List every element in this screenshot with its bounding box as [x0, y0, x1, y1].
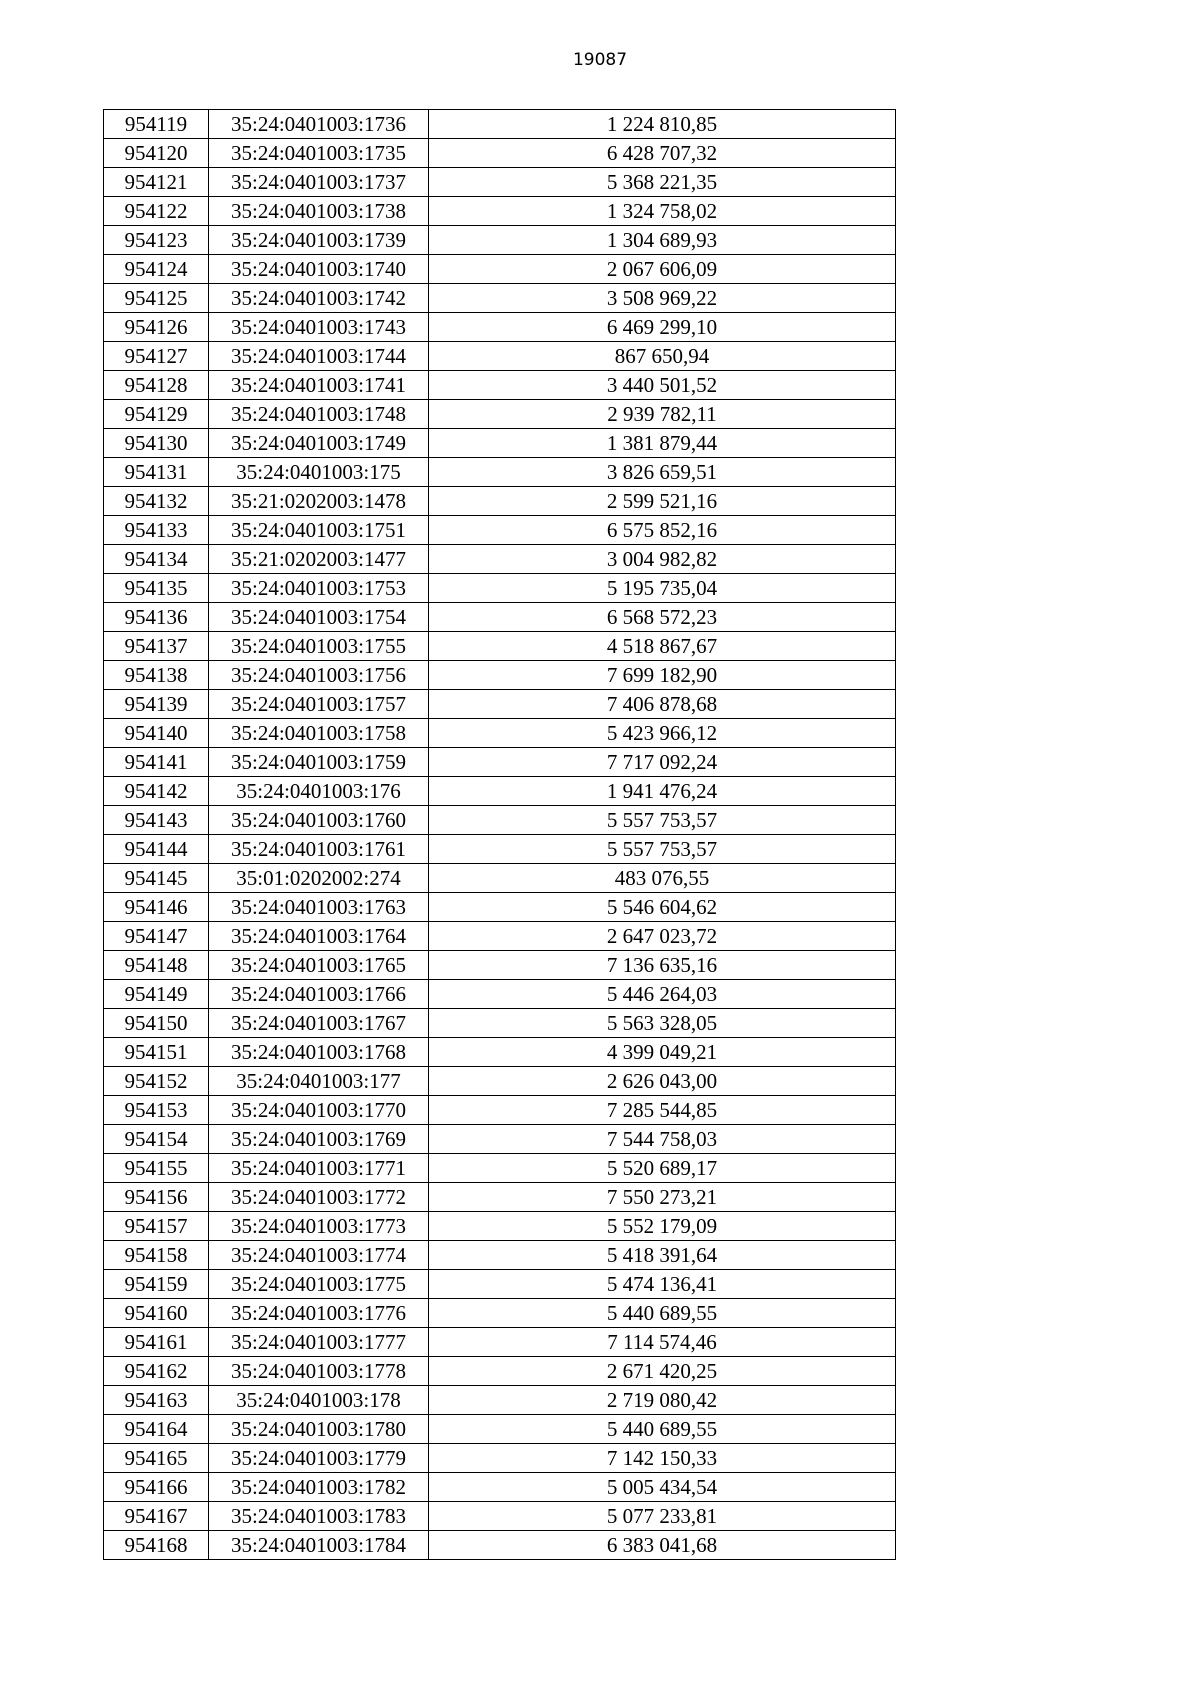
row-number-cell: 954151 — [104, 1038, 209, 1067]
cadastral-number-cell: 35:24:0401003:1784 — [209, 1531, 429, 1560]
cadastral-number-cell: 35:24:0401003:1773 — [209, 1212, 429, 1241]
row-number-cell: 954159 — [104, 1270, 209, 1299]
cadastral-value-cell: 2 939 782,11 — [429, 400, 896, 429]
cadastral-number-cell: 35:24:0401003:1761 — [209, 835, 429, 864]
cadastral-value-cell: 7 544 758,03 — [429, 1125, 896, 1154]
cadastral-value-cell: 5 557 753,57 — [429, 806, 896, 835]
table-row — [104, 545, 896, 574]
cadastral-number-cell: 35:24:0401003:1736 — [209, 110, 429, 139]
row-number-cell: 954137 — [104, 632, 209, 661]
cadastral-value-cell: 6 575 852,16 — [429, 516, 896, 545]
row-number-cell: 954146 — [104, 893, 209, 922]
cadastral-value-cell: 6 568 572,23 — [429, 603, 896, 632]
table-row — [104, 1067, 896, 1096]
cadastral-number-cell: 35:24:0401003:1755 — [209, 632, 429, 661]
cadastral-value-cell: 5 440 689,55 — [429, 1299, 896, 1328]
cadastral-value-cell: 2 671 420,25 — [429, 1357, 896, 1386]
cadastral-value-cell: 7 406 878,68 — [429, 690, 896, 719]
cadastral-number-cell: 35:24:0401003:1771 — [209, 1154, 429, 1183]
cadastral-number-cell: 35:24:0401003:1749 — [209, 429, 429, 458]
cadastral-value-cell: 2 067 606,09 — [429, 255, 896, 284]
table-row — [104, 1299, 896, 1328]
row-number-cell: 954140 — [104, 719, 209, 748]
table-row — [104, 1212, 896, 1241]
cadastral-value-cell: 1 324 758,02 — [429, 197, 896, 226]
row-number-cell: 954158 — [104, 1241, 209, 1270]
cadastral-number-cell: 35:24:0401003:1735 — [209, 139, 429, 168]
cadastral-number-cell: 35:01:0202002:274 — [209, 864, 429, 893]
table-row — [104, 1415, 896, 1444]
row-number-cell: 954126 — [104, 313, 209, 342]
table-row — [104, 1038, 896, 1067]
cadastral-value-cell: 5 195 735,04 — [429, 574, 896, 603]
table-row — [104, 226, 896, 255]
table-row — [104, 1531, 896, 1560]
cadastral-number-cell: 35:24:0401003:1758 — [209, 719, 429, 748]
cadastral-number-cell: 35:24:0401003:1753 — [209, 574, 429, 603]
table-row — [104, 284, 896, 313]
cadastral-value-cell: 3 826 659,51 — [429, 458, 896, 487]
table-row — [104, 1270, 896, 1299]
table-row — [104, 690, 896, 719]
cadastral-value-cell: 5 520 689,17 — [429, 1154, 896, 1183]
row-number-cell: 954132 — [104, 487, 209, 516]
row-number-cell: 954128 — [104, 371, 209, 400]
cadastral-value-cell: 5 546 604,62 — [429, 893, 896, 922]
cadastral-number-cell: 35:24:0401003:1737 — [209, 168, 429, 197]
cadastral-value-cell: 7 550 273,21 — [429, 1183, 896, 1212]
table-row — [104, 487, 896, 516]
cadastral-number-cell: 35:24:0401003:1740 — [209, 255, 429, 284]
table-row — [104, 1444, 896, 1473]
cadastral-value-cell: 1 304 689,93 — [429, 226, 896, 255]
row-number-cell: 954152 — [104, 1067, 209, 1096]
row-number-cell: 954141 — [104, 748, 209, 777]
cadastral-number-cell: 35:21:0202003:1477 — [209, 545, 429, 574]
row-number-cell: 954147 — [104, 922, 209, 951]
table-row — [104, 1183, 896, 1212]
cadastral-number-cell: 35:24:0401003:1776 — [209, 1299, 429, 1328]
cadastral-value-cell: 5 440 689,55 — [429, 1415, 896, 1444]
cadastral-number-cell: 35:24:0401003:1764 — [209, 922, 429, 951]
cadastral-number-cell: 35:24:0401003:178 — [209, 1386, 429, 1415]
cadastral-number-cell: 35:24:0401003:1757 — [209, 690, 429, 719]
row-number-cell: 954143 — [104, 806, 209, 835]
cadastral-number-cell: 35:24:0401003:1775 — [209, 1270, 429, 1299]
cadastral-value-cell: 483 076,55 — [429, 864, 896, 893]
table-row — [104, 980, 896, 1009]
row-number-cell: 954129 — [104, 400, 209, 429]
table-row — [104, 110, 896, 139]
cadastral-number-cell: 35:24:0401003:1782 — [209, 1473, 429, 1502]
row-number-cell: 954156 — [104, 1183, 209, 1212]
table-row — [104, 313, 896, 342]
cadastral-value-cell: 6 428 707,32 — [429, 139, 896, 168]
table-row — [104, 806, 896, 835]
cadastral-value-cell: 1 224 810,85 — [429, 110, 896, 139]
row-number-cell: 954165 — [104, 1444, 209, 1473]
cadastral-number-cell: 35:24:0401003:1779 — [209, 1444, 429, 1473]
cadastral-number-cell: 35:24:0401003:1751 — [209, 516, 429, 545]
table-row — [104, 951, 896, 980]
row-number-cell: 954134 — [104, 545, 209, 574]
cadastral-number-cell: 35:24:0401003:1760 — [209, 806, 429, 835]
table-row — [104, 719, 896, 748]
cadastral-number-cell: 35:24:0401003:1756 — [209, 661, 429, 690]
cadastral-value-cell: 5 552 179,09 — [429, 1212, 896, 1241]
cadastral-number-cell: 35:24:0401003:1766 — [209, 980, 429, 1009]
row-number-cell: 954161 — [104, 1328, 209, 1357]
table-row — [104, 516, 896, 545]
table-row — [104, 1328, 896, 1357]
cadastral-number-cell: 35:24:0401003:1741 — [209, 371, 429, 400]
row-number-cell: 954120 — [104, 139, 209, 168]
cadastral-number-cell: 35:24:0401003:1778 — [209, 1357, 429, 1386]
cadastral-number-cell: 35:24:0401003:1772 — [209, 1183, 429, 1212]
table-row — [104, 893, 896, 922]
table-row — [104, 458, 896, 487]
cadastral-value-cell: 2 599 521,16 — [429, 487, 896, 516]
table-row — [104, 197, 896, 226]
cadastral-value-cell: 5 418 391,64 — [429, 1241, 896, 1270]
cadastral-number-cell: 35:24:0401003:177 — [209, 1067, 429, 1096]
row-number-cell: 954150 — [104, 1009, 209, 1038]
cadastral-value-cell: 5 423 966,12 — [429, 719, 896, 748]
row-number-cell: 954155 — [104, 1154, 209, 1183]
table-row — [104, 1241, 896, 1270]
row-number-cell: 954130 — [104, 429, 209, 458]
table-row — [104, 661, 896, 690]
cadastral-number-cell: 35:24:0401003:1739 — [209, 226, 429, 255]
cadastral-value-cell: 6 383 041,68 — [429, 1531, 896, 1560]
cadastral-value-cell: 5 368 221,35 — [429, 168, 896, 197]
row-number-cell: 954166 — [104, 1473, 209, 1502]
row-number-cell: 954148 — [104, 951, 209, 980]
table-row — [104, 632, 896, 661]
row-number-cell: 954125 — [104, 284, 209, 313]
row-number-cell: 954122 — [104, 197, 209, 226]
table-row — [104, 1357, 896, 1386]
row-number-cell: 954164 — [104, 1415, 209, 1444]
cadastral-number-cell: 35:24:0401003:1738 — [209, 197, 429, 226]
row-number-cell: 954163 — [104, 1386, 209, 1415]
cadastral-value-cell: 3 508 969,22 — [429, 284, 896, 313]
cadastral-number-cell: 35:24:0401003:1763 — [209, 893, 429, 922]
cadastral-value-cell: 2 719 080,42 — [429, 1386, 896, 1415]
row-number-cell: 954123 — [104, 226, 209, 255]
cadastral-number-cell: 35:24:0401003:1767 — [209, 1009, 429, 1038]
cadastral-number-cell: 35:24:0401003:175 — [209, 458, 429, 487]
cadastral-value-cell: 6 469 299,10 — [429, 313, 896, 342]
cadastral-number-cell: 35:24:0401003:1744 — [209, 342, 429, 371]
cadastral-number-cell: 35:24:0401003:1742 — [209, 284, 429, 313]
table-row — [104, 1473, 896, 1502]
page-number: 19087 — [572, 50, 628, 70]
row-number-cell: 954167 — [104, 1502, 209, 1531]
cadastral-value-cell: 867 650,94 — [429, 342, 896, 371]
row-number-cell: 954139 — [104, 690, 209, 719]
cadastral-value-cell: 7 285 544,85 — [429, 1096, 896, 1125]
table-row — [104, 429, 896, 458]
cadastral-value-cell: 7 136 635,16 — [429, 951, 896, 980]
table-row — [104, 1502, 896, 1531]
table-row — [104, 139, 896, 168]
row-number-cell: 954157 — [104, 1212, 209, 1241]
cadastral-number-cell: 35:24:0401003:1774 — [209, 1241, 429, 1270]
cadastral-number-cell: 35:24:0401003:1765 — [209, 951, 429, 980]
table-row — [104, 1125, 896, 1154]
table-row — [104, 1154, 896, 1183]
table-row — [104, 1386, 896, 1415]
cadastral-value-cell: 5 077 233,81 — [429, 1502, 896, 1531]
cadastral-value-cell: 1 381 879,44 — [429, 429, 896, 458]
row-number-cell: 954168 — [104, 1531, 209, 1560]
cadastral-value-cell: 4 399 049,21 — [429, 1038, 896, 1067]
table-row — [104, 1096, 896, 1125]
row-number-cell: 954145 — [104, 864, 209, 893]
cadastral-value-cell: 5 005 434,54 — [429, 1473, 896, 1502]
table-row — [104, 342, 896, 371]
cadastral-number-cell: 35:24:0401003:1768 — [209, 1038, 429, 1067]
cadastral-value-cell: 1 941 476,24 — [429, 777, 896, 806]
row-number-cell: 954124 — [104, 255, 209, 284]
cadastral-number-cell: 35:24:0401003:1783 — [209, 1502, 429, 1531]
cadastral-value-cell: 7 699 182,90 — [429, 661, 896, 690]
table-row — [104, 603, 896, 632]
row-number-cell: 954131 — [104, 458, 209, 487]
row-number-cell: 954162 — [104, 1357, 209, 1386]
table-row — [104, 371, 896, 400]
cadastral-number-cell: 35:24:0401003:1743 — [209, 313, 429, 342]
row-number-cell: 954138 — [104, 661, 209, 690]
cadastral-value-table — [103, 109, 896, 1560]
table-body — [104, 110, 896, 1560]
cadastral-number-cell: 35:24:0401003:1759 — [209, 748, 429, 777]
cadastral-number-cell: 35:24:0401003:176 — [209, 777, 429, 806]
table-row — [104, 922, 896, 951]
table-row — [104, 777, 896, 806]
cadastral-value-cell: 7 717 092,24 — [429, 748, 896, 777]
cadastral-value-cell: 7 142 150,33 — [429, 1444, 896, 1473]
row-number-cell: 954153 — [104, 1096, 209, 1125]
table-row — [104, 574, 896, 603]
cadastral-value-cell: 2 626 043,00 — [429, 1067, 896, 1096]
row-number-cell: 954154 — [104, 1125, 209, 1154]
cadastral-number-cell: 35:24:0401003:1777 — [209, 1328, 429, 1357]
cadastral-number-cell: 35:21:0202003:1478 — [209, 487, 429, 516]
cadastral-number-cell: 35:24:0401003:1780 — [209, 1415, 429, 1444]
row-number-cell: 954133 — [104, 516, 209, 545]
table-row — [104, 168, 896, 197]
cadastral-value-cell: 2 647 023,72 — [429, 922, 896, 951]
row-number-cell: 954149 — [104, 980, 209, 1009]
table-row — [104, 748, 896, 777]
table-row — [104, 255, 896, 284]
table-row — [104, 1009, 896, 1038]
cadastral-value-cell: 7 114 574,46 — [429, 1328, 896, 1357]
table-row — [104, 835, 896, 864]
cadastral-number-cell: 35:24:0401003:1754 — [209, 603, 429, 632]
row-number-cell: 954144 — [104, 835, 209, 864]
row-number-cell: 954160 — [104, 1299, 209, 1328]
cadastral-value-cell: 3 004 982,82 — [429, 545, 896, 574]
cadastral-value-cell: 3 440 501,52 — [429, 371, 896, 400]
row-number-cell: 954127 — [104, 342, 209, 371]
cadastral-number-cell: 35:24:0401003:1769 — [209, 1125, 429, 1154]
table-row — [104, 400, 896, 429]
row-number-cell: 954121 — [104, 168, 209, 197]
cadastral-value-cell: 5 557 753,57 — [429, 835, 896, 864]
row-number-cell: 954119 — [104, 110, 209, 139]
cadastral-value-cell: 5 446 264,03 — [429, 980, 896, 1009]
cadastral-number-cell: 35:24:0401003:1748 — [209, 400, 429, 429]
row-number-cell: 954142 — [104, 777, 209, 806]
cadastral-value-cell: 4 518 867,67 — [429, 632, 896, 661]
row-number-cell: 954136 — [104, 603, 209, 632]
table-row — [104, 864, 896, 893]
cadastral-value-cell: 5 474 136,41 — [429, 1270, 896, 1299]
cadastral-value-cell: 5 563 328,05 — [429, 1009, 896, 1038]
row-number-cell: 954135 — [104, 574, 209, 603]
cadastral-number-cell: 35:24:0401003:1770 — [209, 1096, 429, 1125]
